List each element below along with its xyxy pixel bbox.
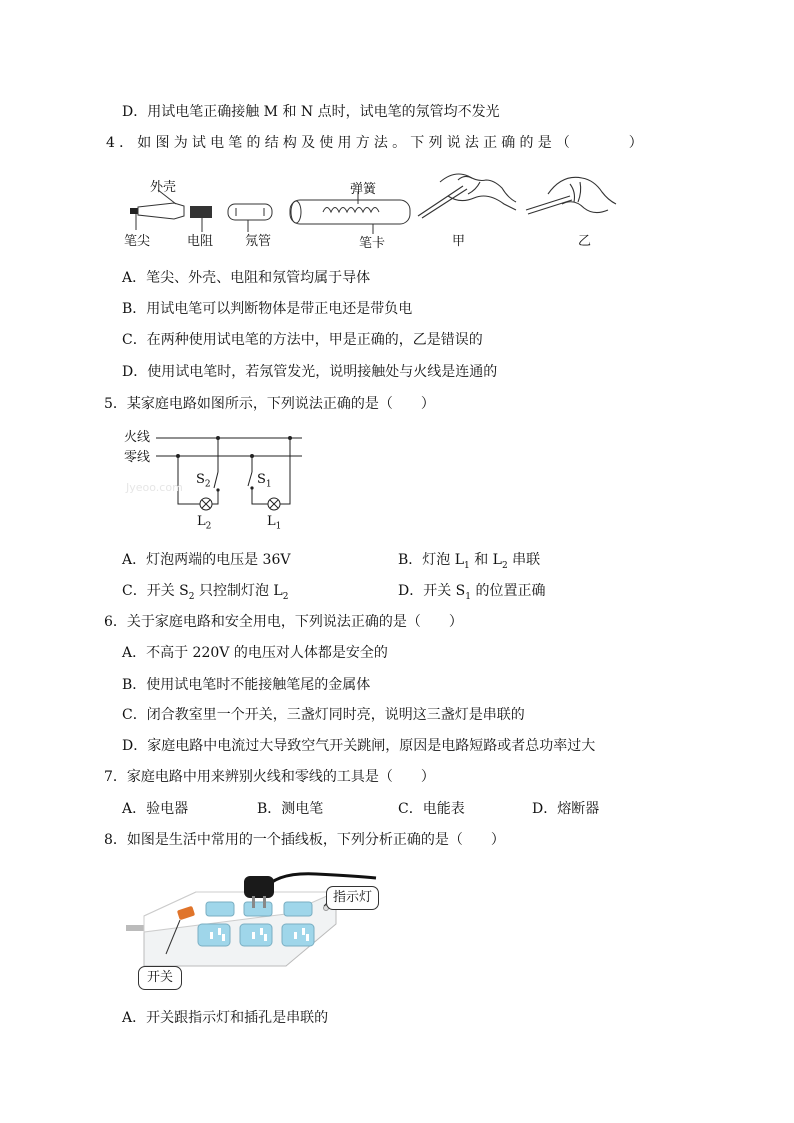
label-s1: $S_1$ <box>257 472 272 490</box>
plug-shape <box>244 876 274 898</box>
label-tip: 笔尖 <box>124 234 151 249</box>
label-switch: 开关 <box>138 966 182 990</box>
q4-stem: 4．如图为试电笔的结构及使用方法。下列说法正确的是（ ） <box>106 135 647 151</box>
label-l1: $L_1$ <box>267 514 282 532</box>
q7-option-d: D．熔断器 <box>532 801 600 817</box>
label-indicator: 指示灯 <box>326 886 379 910</box>
q7-option-a: A．验电器 <box>122 801 189 817</box>
q4-option-d: D．使用试电笔时，若氖管发光，说明接触处与火线是连通的 <box>122 364 498 380</box>
switch-s1-shape <box>248 472 252 486</box>
switch-s2-shape <box>214 472 218 488</box>
q7-stem: 7．家庭电路中用来辨别火线和零线的工具是（ ） <box>104 769 435 785</box>
q4-option-c: C．在两种使用试电笔的方法中，甲是正确的，乙是错误的 <box>122 332 483 348</box>
label-live-wire: 火线 <box>124 430 151 445</box>
label-neutral-wire: 零线 <box>124 450 151 465</box>
watermark: Jyeoo.com <box>126 481 183 494</box>
label-neon: 氖管 <box>245 234 272 249</box>
q8-stem: 8．如图是生活中常用的一个插线板，下列分析正确的是（ ） <box>104 832 505 848</box>
q5-option-b: B．灯泡 $L_1$ 和 $L_2$ 串联 <box>398 552 541 571</box>
q4-option-a: A．笔尖、外壳、电阻和氖管均属于导体 <box>122 270 371 286</box>
neon-tube-shape <box>228 204 272 220</box>
q6-option-c: C．闭合教室里一个开关，三盏灯同时亮，说明这三盏灯是串联的 <box>122 707 525 723</box>
pen-body-shape <box>290 200 410 224</box>
q6-option-a: A．不高于 220V 的电压对人体都是安全的 <box>122 645 388 661</box>
q6-option-d: D．家庭电路中电流过大导致空气开关跳闸，原因是电路短路或者总功率过大 <box>122 738 596 754</box>
q5-option-a: A．灯泡两端的电压是 36V <box>122 552 291 568</box>
label-l2: $L_2$ <box>197 514 212 532</box>
label-yi: 乙 <box>578 234 592 249</box>
q3-option-d: D．用试电笔正确接触 M 和 N 点时，试电笔的氖管均不发光 <box>122 104 500 120</box>
q5-option-d: D．开关 $S_1$ 的位置正确 <box>398 583 546 602</box>
hand-jia-shape <box>418 174 516 218</box>
q5-stem: 5．某家庭电路如图所示，下列说法正确的是（ ） <box>104 396 435 412</box>
label-s2: $S_2$ <box>196 472 211 490</box>
q6-option-b: B．使用试电笔时不能接触笔尾的金属体 <box>122 677 371 693</box>
q7-option-b: B．测电笔 <box>257 801 324 817</box>
label-resistor: 电阻 <box>187 234 214 249</box>
resistor-shape <box>190 206 212 218</box>
pen-tip-shape <box>130 208 138 214</box>
pen-shell-shape <box>138 203 184 219</box>
q5-option-c: C．开关 $S_2$ 只控制灯泡 $L_2$ <box>122 583 289 602</box>
q6-stem: 6．关于家庭电路和安全用电，下列说法正确的是（ ） <box>104 614 463 630</box>
q8-option-a: A．开关跟指示灯和插孔是串联的 <box>122 1010 329 1026</box>
label-clip: 笔卡 <box>359 236 386 251</box>
q7-option-c: C．电能表 <box>398 801 465 817</box>
hand-yi-shape <box>526 177 616 214</box>
label-shell: 外壳 <box>150 180 177 195</box>
label-spring: 弹簧 <box>350 182 377 197</box>
label-jia: 甲 <box>452 234 466 249</box>
q4-option-b: B．用试电笔可以判断物体是带正电还是带负电 <box>122 301 413 317</box>
